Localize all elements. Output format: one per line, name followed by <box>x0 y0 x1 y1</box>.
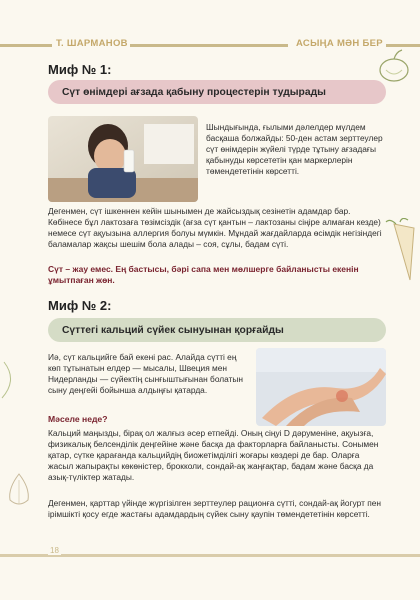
myth-2-statement: Сүттегі кальций сүйек сынуынан қорғайды <box>48 318 386 342</box>
header-rule-right <box>386 44 420 47</box>
myth-2-title: Миф № 2: <box>48 298 112 313</box>
myth-2-side-text: Иә, сүт кальцийге бай екені рас. Алайда сүтті ең көп тұтынатын елдер — мысалы, Швеция мен Нидерланды — сүйектің сынғыштығынан болатын сыну деңгейі бойынша алдыңғы қатарда. <box>48 352 244 396</box>
myth-1-body-text: Дегенмен, сүт ішкеннен кейін шынымен де жайсыздық сезінетін адамдар бар. Көбінесе бұл лактозаға төзімсіздік (ағза сүт қантын – лактозаны сіңіре алмаған кезде) немесе сүт ақуызына аллергия болуы мүмкін. Мұндай жағдайларда өсімдік негізіндегі баламалар жақсы шешім бола алады – соя, сұлы, бадам сүті. <box>48 206 382 250</box>
page-number: 18 <box>50 546 59 555</box>
running-header <box>0 38 420 52</box>
header-rule-left <box>0 44 52 47</box>
myth-2-body-text-2: Дегенмен, қарттар үйінде жүргізілген зерттеулер рационға сүтті, сондай-ақ йогурт пен ірімшікті қосу егде жастағы адамдардың сүйек сыну қаупін төмендететінін көрсетті. <box>48 498 381 520</box>
header-author: Т. ШАРМАНОВ <box>56 38 128 49</box>
garlic-doodle-icon <box>2 470 36 510</box>
myth-1-title: Миф № 1: <box>48 62 112 77</box>
leaf-doodle-icon <box>0 360 20 400</box>
elbow-pain-photo <box>256 348 386 426</box>
myth-2-body-text-1: Кальций маңызды, бірақ ол жалғыз әсер етпейді. Оның сіңуі D дәруменіне, ақуызға, физикалық белсенділік деңгейіне және басқа да факторларға байланысты. Сонымен қатар, сүтке қарағанда кальцийдің биожетімділігі жоғары көздері де бар. Оларға жасыл жапырақты көкөністер, брокколи, сондай-ақ жаңғақтар, бадам және басқа да азық-түліктер жатады. <box>48 428 379 483</box>
myth-2-subhead: Мәселе неде? <box>48 414 108 424</box>
header-rule-middle <box>130 44 288 47</box>
myth-1-side-text: Шындығында, ғылыми дәлелдер мүлдем басқаша болжайды: 50-ден астам зерттеулер сүт өнімдерін жүйелі түрде тұтыну ағзадағы қабынуды көрсететін қан маркерлерін төмендететінін көрсетті. <box>206 122 383 177</box>
carrot-doodle-icon <box>384 218 420 288</box>
myth-1-statement: Сүт өнімдері ағзада қабыну процестерін тудырады <box>48 80 386 104</box>
footer-rule <box>0 554 420 557</box>
onion-doodle-icon <box>372 48 416 84</box>
boy-drinking-milk-photo <box>48 116 198 202</box>
myth-1-emphasis: Сүт – жау емес. Ең бастысы, бәрі сапа мен мөлшерге байланысты екенін ұмытпаған жөн. <box>48 264 359 286</box>
header-series-title: АСЫҢА МӘН БЕР <box>296 38 383 49</box>
